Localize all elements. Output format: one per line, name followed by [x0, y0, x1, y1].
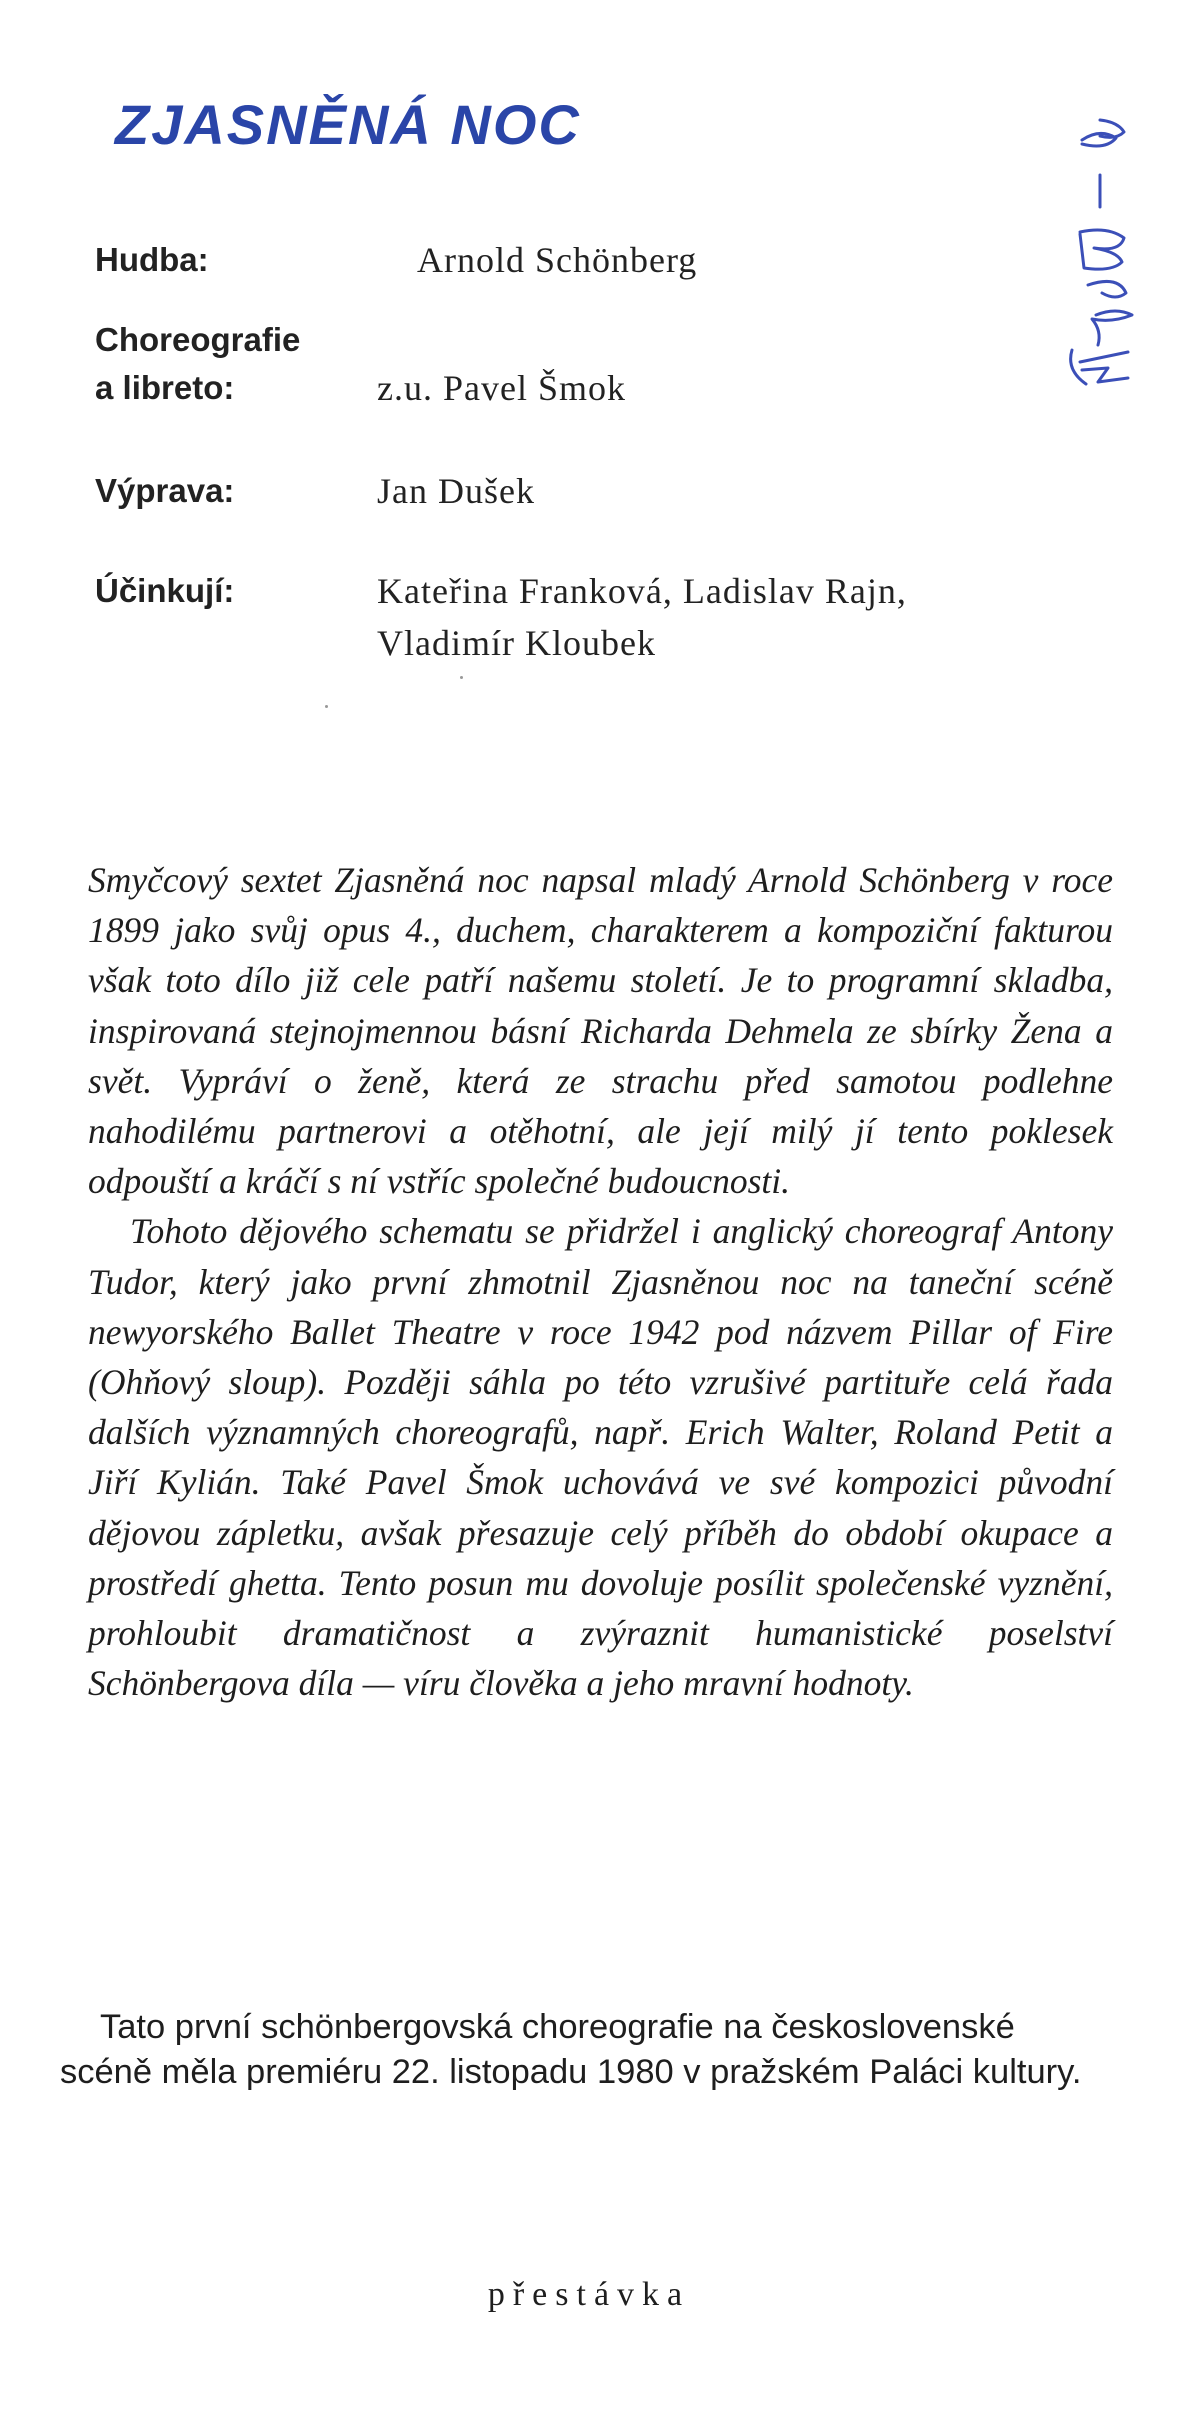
credit-label-cast: Účinkují:: [95, 572, 235, 609]
credit-row-cast: [95, 565, 1055, 675]
description-paragraph-2: Tohoto dějového schematu se přidržel i anglický choreograf Antony Tudor, který jako první zhmotnil Zjasněnou noc na taneční scéně newyorského Ballet Theatre v roce 1942 pod názvem Pillar of Fire (Ohňový sloup). Později sáhla po této vzrušivé partituře celá řada dalších významných choreografů, např. Erich Walter, Roland Petit a Jiří Kylián. Také Pavel Šmok uchovává ve své kompozici původní dějovou zápletku, avšak přesazuje celý příběh do období okupace a prostředí ghetta. Tento posun mu dovoluje posílit společenské vyznění, prohloubit dramatičnost a zvýraznit humanistické poselství Schönbergova díla — víru člověka a jeho mravní hodnoty.: [88, 1211, 1113, 1704]
page-title: ZJASNĚNÁ NOC: [115, 93, 581, 156]
credit-row-music: [95, 234, 1055, 286]
credit-value-cast-2: Vladimír Kloubek: [377, 623, 656, 663]
paper-speck: [325, 705, 328, 708]
credit-value-music: Arnold Schönberg: [417, 240, 698, 280]
paper-speck: [460, 676, 463, 679]
credit-label-choreography-1: Choreografie: [95, 321, 301, 358]
premiere-note: [60, 2005, 1100, 2095]
premiere-note-text: Tato první schönbergovská choreografie na československé scéně měla premiéru 22. listopadu 1980 v pražském Paláci kultury.: [60, 2008, 1082, 2091]
credit-row-choreography: [95, 318, 1055, 418]
credit-label-music: Hudba:: [95, 241, 209, 278]
credit-value-cast-1: Kateřina Franková, Ladislav Rajn,: [377, 571, 907, 611]
credit-value-design: Jan Dušek: [377, 471, 535, 511]
description-paragraph-1: Smyčcový sextet Zjasněná noc napsal mladý Arnold Schönberg v roce 1899 jako svůj opus 4., duchem, charakterem a kompoziční fakturou však toto dílo již cele patří našemu století. Je to programní skladba, inspirovaná stejnojmennou básní Richarda Dehmela ze sbírky Žena a svět. Vypráví o ženě, která ze strachu před samotou podlehne nahodilému partnerovi a otěhotní, ale její milý jí tento poklesek odpouští a kráčí s ní vstříc společné budoucnosti.: [88, 860, 1113, 1202]
description-text: [88, 855, 1113, 1708]
credit-label-design: Výprava:: [95, 472, 235, 509]
credit-row-design: [95, 465, 1055, 517]
intermission-label: přestávka: [487, 2276, 691, 2313]
credit-label-choreography-2: a libreto:: [95, 369, 235, 406]
credit-value-choreography: z.u. Pavel Šmok: [377, 368, 626, 408]
handwritten-archive-mark: [1060, 100, 1150, 400]
